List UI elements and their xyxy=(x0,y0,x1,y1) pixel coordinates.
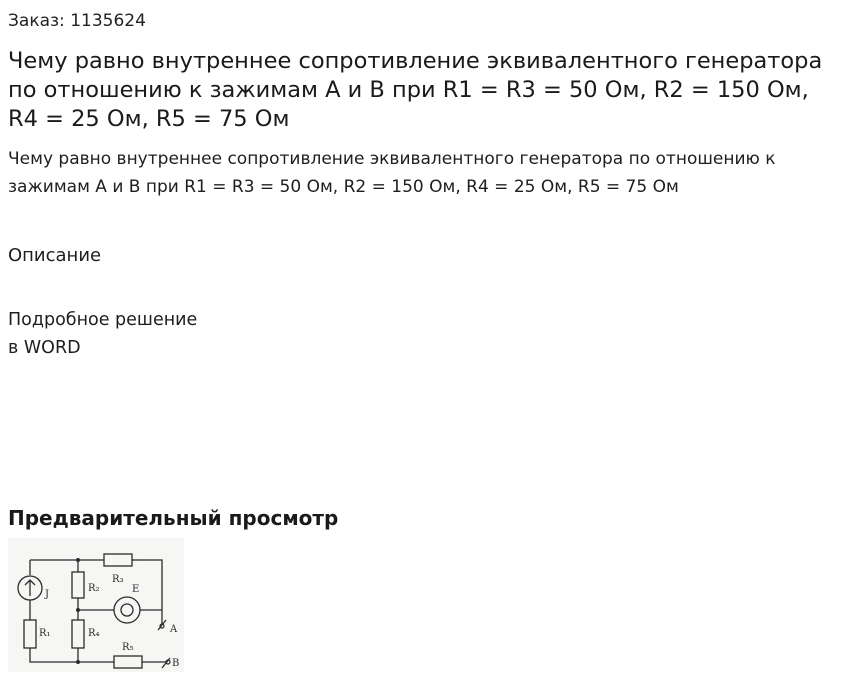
resistor-r5 xyxy=(114,656,142,668)
voltage-source-e xyxy=(114,597,140,623)
label-r1: R₁ xyxy=(39,628,51,639)
resistor-r3 xyxy=(104,554,132,566)
circuit-diagram xyxy=(8,538,184,672)
label-r5: R₅ xyxy=(122,642,134,653)
label-j: J xyxy=(45,589,50,600)
label-e: E xyxy=(132,584,140,595)
circuit-preview-image[interactable] xyxy=(8,538,184,672)
resistor-r4 xyxy=(72,620,84,648)
label-b: B xyxy=(172,658,180,669)
page-title: Чему равно внутреннее сопротивление эквивалентного генератора по отношению к зажимам A и B при R1 = R3 = 50 Ом, R2 = 150 Ом, R4 = 25 Ом, R5 = 75 Ом xyxy=(8,48,823,132)
label-r2: R₂ xyxy=(88,583,100,594)
solution-detail xyxy=(8,306,197,362)
order-number: 1135624 xyxy=(70,11,146,31)
label-r4: R₄ xyxy=(88,628,100,639)
node-bottom-middle xyxy=(76,660,80,664)
wire-left xyxy=(30,560,78,662)
resistor-r2 xyxy=(72,572,84,598)
node-middle xyxy=(76,608,80,612)
description-heading: Описание xyxy=(8,245,102,266)
label-a: A xyxy=(170,624,178,635)
problem-description: Чему равно внутреннее сопротивление эквивалентного генератора по отношению к зажимам A и B при R1 = R3 = 50 Ом, R2 = 150 Ом, R4 = 25 Ом, R5 = 75 Ом xyxy=(8,149,776,197)
label-r3: R₃ xyxy=(112,574,124,585)
solution-detail-line-2: в WORD xyxy=(8,338,81,358)
order-line xyxy=(8,10,146,32)
resistor-r1 xyxy=(24,620,36,648)
solution-detail-line-1: Подробное решение xyxy=(8,310,198,330)
order-label: Заказ: xyxy=(8,11,65,31)
preview-heading: Предварительный просмотр xyxy=(8,506,339,530)
node-top-middle xyxy=(76,558,80,562)
